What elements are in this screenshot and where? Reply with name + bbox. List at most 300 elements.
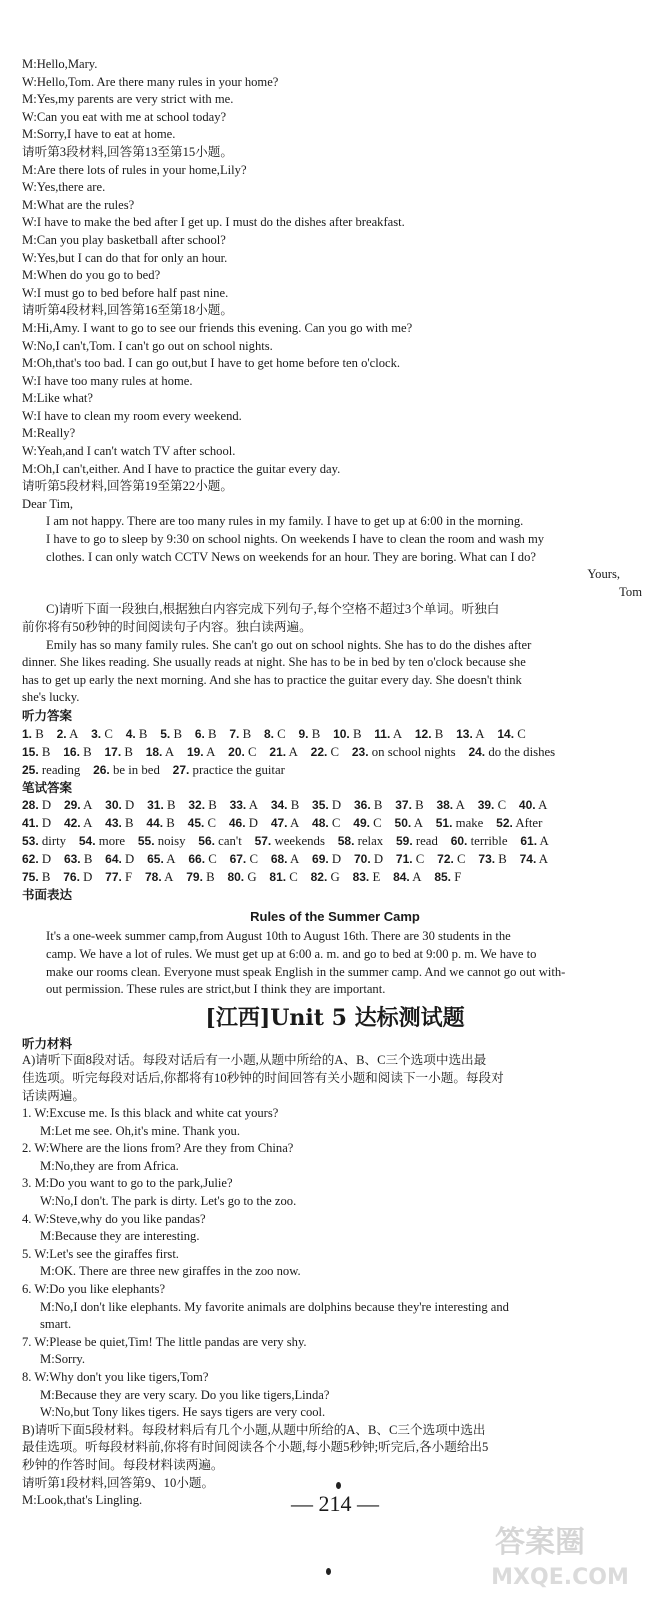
answer-value: D	[245, 816, 259, 831]
dialogue-question-line: 2. W:Where are the lions from? Are they from China?	[22, 1141, 294, 1156]
answer-row	[22, 761, 648, 779]
answer-value: B	[205, 798, 217, 813]
answer-value: C	[494, 798, 507, 813]
answer-value: D	[38, 816, 52, 831]
answer-item	[22, 852, 51, 866]
answer-item	[312, 798, 341, 812]
answer-value: relax	[354, 834, 384, 849]
answer-value: F	[451, 870, 462, 885]
answer-value: C	[244, 744, 257, 759]
answer-item	[147, 798, 175, 812]
answer-number: 67.	[229, 852, 247, 867]
answer-number: 85.	[434, 870, 451, 885]
answer-item	[63, 745, 91, 759]
answer-value: B	[121, 744, 133, 759]
text-line: W:No,I can't,Tom. I can't go out on school nights.	[22, 338, 273, 353]
answer-number: 46.	[228, 816, 246, 831]
instruction-line: A)请听下面8段对话。每段对话后有一小题,从题中所给的A、B、C三个选项中选出最	[22, 1053, 487, 1068]
answer-number: 71.	[395, 852, 413, 867]
answer-value: D	[38, 798, 52, 813]
answer-value: B	[79, 744, 92, 759]
answer-value: B	[308, 726, 321, 741]
answer-row	[22, 850, 648, 868]
answer-value: A	[287, 852, 300, 867]
answer-value: G	[327, 870, 340, 885]
answer-number: 33.	[229, 798, 247, 813]
answer-number: 19.	[186, 744, 204, 759]
answer-item	[478, 852, 506, 866]
text-line: M:Like what?	[22, 391, 93, 406]
answer-number: 48.	[312, 816, 329, 831]
part-c-section	[22, 601, 648, 707]
text-line: W:Can you eat with me at school today?	[22, 109, 227, 124]
answer-value: A	[472, 726, 485, 741]
answer-item	[451, 834, 508, 848]
answer-item	[519, 798, 547, 812]
answer-item	[437, 852, 465, 866]
answer-item	[57, 727, 79, 741]
answer-item	[434, 870, 461, 884]
answer-number: 8.	[263, 726, 274, 741]
answer-number: 12.	[414, 726, 432, 741]
dialogue-question-line: 7. W:Please be quiet,Tim! The little pandas are very shy.	[22, 1334, 307, 1349]
answer-number: 50.	[394, 816, 412, 831]
answer-item	[436, 798, 464, 812]
answer-value: D	[121, 798, 135, 813]
answer-item	[478, 798, 506, 812]
answer-item	[22, 834, 66, 848]
instruction-line: B)请听下面5段材料。每段材料后有几个小题,从题中所给的A、B、C三个选项中选出	[22, 1422, 486, 1437]
text-line: M:Really?	[22, 426, 76, 441]
answer-number: 81.	[269, 870, 287, 885]
answer-value: dirty	[38, 834, 67, 849]
answer-number: 9.	[298, 726, 309, 741]
answer-item	[255, 834, 325, 848]
dialogue-question-line: 4. W:Steve,why do you like pandas?	[22, 1211, 206, 1226]
answer-item	[64, 816, 92, 830]
answer-number: 23.	[351, 744, 369, 759]
answer-item	[353, 816, 381, 830]
answer-number: 44.	[146, 816, 164, 831]
answer-value: D	[328, 798, 342, 813]
answer-number: 30.	[105, 798, 122, 813]
print-mark-dot	[336, 1482, 341, 1489]
dialogue-question-line: 3. M:Do you want to go to the park,Julie?	[22, 1176, 233, 1191]
answer-item	[229, 816, 258, 830]
answer-value: practice the guitar	[189, 762, 285, 777]
answer-value: A	[535, 798, 548, 813]
instruction-line: M:Look,that's Lingling.	[22, 1493, 143, 1508]
text-line: W:I have to clean my room every weekend.	[22, 408, 242, 423]
answer-value: After	[512, 816, 543, 831]
monologue-line: Emily has so many family rules. She can't go out on school nights. She has to do the dishes after	[46, 637, 532, 652]
answer-number: 56.	[198, 834, 215, 849]
answer-number: 68.	[270, 852, 288, 867]
unit-title: [江西]Unit 5 达标测试题	[205, 1004, 465, 1031]
answer-number: 31.	[147, 798, 164, 813]
dialogue-line: M:OK. There are three new giraffes in the zoo now.	[40, 1264, 301, 1279]
essay-title: Rules of the Summer Camp	[250, 908, 420, 924]
answer-value: A	[286, 744, 298, 759]
answer-item	[497, 727, 525, 741]
answer-value: make	[452, 816, 484, 831]
dialogue-question-line: 6. W:Do you like elephants?	[22, 1282, 166, 1297]
answer-item	[104, 745, 132, 759]
answer-value: A	[411, 816, 423, 831]
answer-number: 69.	[312, 852, 329, 867]
answer-number: 76.	[63, 870, 80, 885]
dialogue-question-line: 5. W:Let's see the giraffes first.	[22, 1246, 179, 1261]
answer-item	[230, 798, 258, 812]
answer-row	[22, 868, 648, 886]
answer-row	[22, 725, 648, 743]
answer-item	[105, 870, 132, 884]
answer-value: C	[412, 852, 425, 867]
answer-item	[353, 870, 381, 884]
answer-number: 63.	[63, 852, 81, 867]
answer-number: 83.	[352, 870, 370, 885]
answer-value: B	[80, 852, 93, 867]
answer-value: A	[453, 798, 465, 813]
answer-item	[396, 852, 424, 866]
essay-line: make our rooms clean. Everyone must speak English in the summer camp. And we cannot go out with-	[46, 964, 566, 979]
text-line: W:I have too many rules at home.	[22, 373, 193, 388]
answer-number: 40.	[518, 798, 536, 813]
answer-item	[187, 745, 215, 759]
essay-line: out permission. These rules are strict,but I think they are important.	[46, 982, 386, 997]
letter-signature: Tom	[619, 584, 642, 599]
dialogue-line: W:No,I don't. The park is dirty. Let's go to the zoo.	[40, 1194, 297, 1209]
answer-number: 17.	[104, 744, 122, 759]
answer-value: D	[38, 852, 52, 867]
answer-item	[22, 745, 50, 759]
instruction-line: 话读两遍。	[22, 1088, 85, 1103]
instruction-line: 最佳选项。听每段材料前,你将有时间阅读各个小题,每小题5秒钟;听完后,各小题给出5	[22, 1440, 489, 1455]
written-answers-heading: 笔试答案	[22, 779, 73, 795]
answer-value: B	[32, 726, 44, 741]
answer-value: A	[162, 744, 175, 759]
text-line: M:Hi,Amy. I want to go to see our friends this evening. Can you go with me?	[22, 320, 413, 335]
text-line: W:Hello,Tom. Are there many rules in your home?	[22, 74, 279, 89]
answer-item	[352, 745, 456, 759]
answer-item	[22, 763, 80, 777]
answer-value: on school nights	[368, 744, 456, 759]
answer-value: A	[80, 798, 93, 813]
answer-value: A	[80, 816, 93, 831]
answer-number: 82.	[310, 870, 328, 885]
answer-item	[311, 870, 340, 884]
answer-number: 6.	[194, 726, 205, 741]
letter-line: clothes. I can only watch CCTV News on weekends for an hour. They are boring. What can I do?	[46, 549, 536, 564]
answer-item	[415, 727, 443, 741]
answer-number: 42.	[63, 816, 81, 831]
answer-number: 61.	[520, 834, 538, 849]
answer-value: C	[286, 870, 298, 885]
answer-value: read	[412, 834, 438, 849]
answer-value: G	[244, 870, 257, 885]
text-line: M:Can you play basketball after school?	[22, 232, 226, 247]
answer-item	[147, 852, 175, 866]
answer-value: D	[121, 852, 135, 867]
answer-number: 29.	[63, 798, 81, 813]
letter-body	[22, 513, 648, 566]
answer-number: 51.	[435, 816, 453, 831]
answer-number: 84.	[393, 870, 410, 885]
answer-number: 7.	[229, 726, 240, 741]
answer-number: 65.	[147, 852, 164, 867]
answer-value: C	[273, 726, 286, 741]
answer-value: B	[204, 726, 217, 741]
answer-item	[91, 727, 113, 741]
answer-value: reading	[38, 762, 81, 777]
answer-value: C	[101, 726, 113, 741]
answer-number: 4.	[125, 726, 136, 741]
answer-item	[188, 816, 216, 830]
answer-value: B	[370, 798, 383, 813]
text-line: 请听第3段材料,回答第13至第15小题。	[22, 144, 233, 159]
answer-item	[374, 727, 402, 741]
answer-number: 52.	[496, 816, 513, 831]
answer-number: 25.	[22, 762, 39, 777]
answer-item	[146, 745, 174, 759]
writing-heading: 书面表达	[22, 887, 73, 903]
answer-number: 73.	[478, 852, 496, 867]
answer-number: 64.	[105, 852, 122, 867]
text-line: 请听第5段材料,回答第19至第22小题。	[22, 479, 233, 494]
answer-value: B	[163, 798, 176, 813]
answer-number: 78.	[144, 870, 162, 885]
answer-number: 41.	[22, 816, 39, 831]
answer-item	[160, 727, 182, 741]
answer-value: A	[161, 870, 174, 885]
answer-item	[105, 798, 134, 812]
answer-number: 11.	[374, 726, 391, 741]
dialogue-line: smart.	[40, 1317, 72, 1332]
answer-value: B	[202, 870, 215, 885]
answer-row	[22, 796, 648, 814]
answer-value: A	[203, 744, 216, 759]
answer-value: C	[453, 852, 466, 867]
answer-value: B	[239, 726, 252, 741]
answer-value: B	[170, 726, 183, 741]
answer-item	[333, 727, 361, 741]
answer-value: B	[135, 726, 148, 741]
answer-number: 59.	[395, 834, 413, 849]
monologue-line: she's lucky.	[22, 690, 80, 705]
answer-item	[312, 852, 341, 866]
answer-value: C	[369, 816, 382, 831]
dialogue-line: M:Sorry.	[40, 1352, 86, 1367]
answer-value: A	[163, 852, 176, 867]
dialogue-question-line: 1. W:Excuse me. Is this black and white cat yours?	[22, 1106, 279, 1121]
answer-value: C	[327, 744, 340, 759]
answer-number: 24.	[468, 744, 486, 759]
answer-number: 43.	[105, 816, 122, 831]
answer-number: 18.	[145, 744, 163, 759]
text-line: Dear Tim,	[22, 496, 74, 511]
answer-number: 45.	[187, 816, 205, 831]
answer-value: B	[163, 816, 175, 831]
answer-value: noisy	[154, 834, 186, 849]
answer-item	[269, 870, 297, 884]
print-mark-dot	[326, 1568, 331, 1575]
answer-number: 35.	[312, 798, 329, 813]
answer-item	[188, 798, 216, 812]
dialogue-line: M:Because they are very scary. Do you like tigers,Linda?	[40, 1387, 330, 1402]
answer-item	[311, 745, 339, 759]
dialogue-line: M:No,they are from Africa.	[40, 1158, 179, 1173]
answer-number: 27.	[172, 762, 190, 777]
answer-row	[22, 743, 648, 761]
answer-item	[229, 727, 251, 741]
answer-number: 37.	[395, 798, 412, 813]
text-line: M:Sorry,I have to eat at home.	[22, 127, 176, 142]
answer-value: terrible	[467, 834, 508, 849]
answer-value: B	[38, 744, 51, 759]
answer-value: D	[328, 852, 342, 867]
answer-number: 26.	[93, 762, 110, 777]
letter-line: I have to go to sleep by 9:30 on school nights. On weekends I have to clean the room and wash my	[46, 532, 545, 547]
answer-value: do the dishes	[485, 744, 556, 759]
answer-item	[63, 870, 92, 884]
text-line: M:What are the rules?	[22, 197, 135, 212]
answer-item	[338, 834, 383, 848]
dialogue-line: W:No,but Tony likes tigers. He says tigers are very cool.	[40, 1405, 326, 1420]
answer-number: 3.	[91, 726, 102, 741]
answer-value: B	[349, 726, 362, 741]
answer-number: 72.	[437, 852, 454, 867]
instruction-line: 秒钟的作答时间。每段材料读两遍。	[22, 1457, 224, 1472]
answer-item	[228, 745, 256, 759]
listening-material-heading: 听力材料	[22, 1035, 73, 1051]
watermark-logo	[420, 1508, 660, 1594]
answer-value: C	[514, 726, 526, 741]
answer-value: C	[328, 816, 341, 831]
answer-number: 77.	[105, 870, 122, 885]
answer-number: 70.	[353, 852, 371, 867]
answer-value: A	[409, 870, 422, 885]
answer-item	[64, 852, 92, 866]
dialogue-question-line: 8. W:Why don't you like tigers,Tom?	[22, 1370, 209, 1384]
answer-value: B	[38, 870, 51, 885]
dialogue-line: M:Let me see. Oh,it's mine. Thank you.	[40, 1123, 241, 1138]
answer-number: 32.	[188, 798, 206, 813]
answer-value: weekends	[271, 834, 325, 849]
answer-item	[271, 816, 299, 830]
answer-value: more	[95, 834, 126, 849]
answer-item	[396, 834, 438, 848]
dialogue-list	[22, 1105, 648, 1422]
answer-number: 5.	[160, 726, 171, 741]
essay-line: camp. We have a lot of rules. We must get up at 6:00 a. m. and go to bed at 9:00 p. m. We have to	[46, 946, 537, 961]
answer-item	[436, 816, 484, 830]
answer-value: B	[121, 816, 134, 831]
monologue-line: dinner. She likes reading. She usually reads at night. She has to be in bed by ten o'clock because she	[22, 655, 526, 670]
text-line: W:I have to make the bed after I get up. I must do the dishes after breakfast.	[22, 215, 405, 230]
answer-item	[22, 816, 51, 830]
dialogue-section-top	[22, 56, 648, 513]
monologue-line: has to get up early the next morning. And she has to practice the guitar every day. She doesn't think	[22, 672, 522, 687]
answer-item	[198, 834, 242, 848]
answer-row	[22, 832, 648, 850]
answer-item	[138, 834, 186, 848]
text-line: M:Yes,my parents are very strict with me.	[22, 92, 234, 107]
instruction-line: 请听第1段材料,回答第9、10小题。	[22, 1475, 215, 1490]
answer-number: 1.	[22, 726, 33, 741]
answer-item	[173, 763, 285, 777]
text-line: M:Oh,that's too bad. I can go out,but I have to get home before ten o'clock.	[22, 356, 401, 371]
answer-item	[64, 798, 92, 812]
answer-value: A	[390, 726, 403, 741]
answer-value: B	[287, 798, 300, 813]
answer-item	[299, 727, 321, 741]
dialogue-line: M:Because they are interesting.	[40, 1229, 200, 1244]
answer-value: C	[205, 852, 217, 867]
text-line: M:When do you go to bed?	[22, 268, 161, 283]
answer-number: 54.	[78, 834, 96, 849]
answer-item	[22, 870, 50, 884]
answer-number: 20.	[228, 744, 245, 759]
answer-number: 66.	[188, 852, 206, 867]
answer-item	[354, 798, 382, 812]
answer-item	[146, 816, 174, 830]
answer-number: 74.	[519, 852, 537, 867]
answer-number: 79.	[186, 870, 203, 885]
instruction-line: C)请听下面一段独白,根据独白内容完成下列句子,每个空格不超过3个单词。听独白	[46, 602, 500, 617]
answer-value: can't	[214, 834, 242, 849]
letter-closing: Yours,	[587, 567, 620, 582]
answer-item	[271, 798, 299, 812]
answer-item	[22, 727, 44, 741]
answer-value: B	[411, 798, 424, 813]
answer-number: 36.	[353, 798, 371, 813]
answer-number: 80.	[227, 870, 245, 885]
watermark-text: 答案圈	[495, 1525, 585, 1560]
answer-number: 28.	[22, 798, 39, 813]
text-line: M:Are there lots of rules in your home,Lily?	[22, 162, 247, 177]
answer-value: F	[121, 870, 133, 885]
page-number: — 214 —	[291, 1491, 379, 1516]
part-a-intro	[22, 1052, 648, 1105]
answer-item	[456, 727, 484, 741]
answer-item	[264, 727, 286, 741]
answer-item	[105, 852, 134, 866]
answer-number: 34.	[270, 798, 288, 813]
answer-value: A	[287, 816, 300, 831]
essay-body	[22, 928, 648, 998]
answer-item	[145, 870, 173, 884]
text-line: W:Yeah,and I can't watch TV after school.	[22, 444, 236, 459]
answer-item	[393, 870, 421, 884]
dialogue-line: M:No,I don't like elephants. My favorite animals are dolphins because they're interesting and	[40, 1299, 509, 1314]
answer-value: be in bed	[109, 762, 160, 777]
answer-number: 10.	[333, 726, 350, 741]
answer-item	[195, 727, 217, 741]
answer-item	[271, 852, 299, 866]
answer-value: A	[536, 852, 549, 867]
answer-item	[520, 834, 548, 848]
answer-number: 58.	[337, 834, 355, 849]
text-line: W:Yes,there are.	[22, 180, 106, 195]
text-line: M:Hello,Mary.	[22, 57, 98, 71]
answer-number: 21.	[269, 744, 287, 759]
answer-item	[269, 745, 297, 759]
answer-item	[105, 816, 133, 830]
answer-number: 22.	[310, 744, 328, 759]
answer-item	[230, 852, 258, 866]
listening-answers	[22, 725, 648, 779]
answer-row	[22, 814, 648, 832]
